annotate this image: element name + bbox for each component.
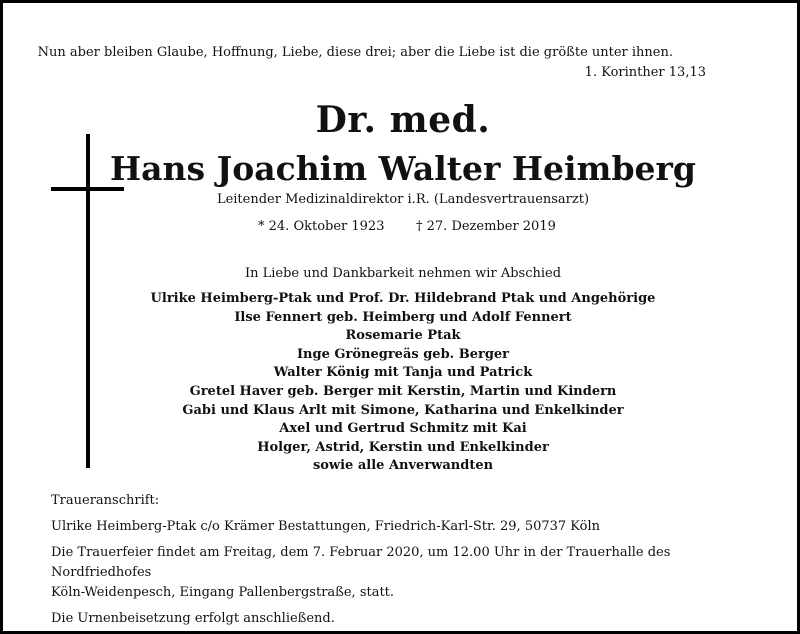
- mourner-line: Gretel Haver geb. Berger mit Kerstin, Martin und Kindern: [189, 383, 617, 399]
- mourner-line: Axel und Gertrud Schmitz mit Kai: [279, 421, 527, 437]
- death-date: † 27. Dezember 2019: [416, 219, 556, 234]
- ceremony-line-1: Die Trauerfeier findet am Freitag, dem 7. Februar 2020, um 12.00 Uhr in der Trauerhalle des Nordfriedhofes: [51, 545, 671, 580]
- deceased-position: Leitender Medizinaldirektor i.R. (Landesvertrauensarzt): [216, 192, 590, 207]
- mourner-line: Ulrike Heimberg-Ptak und Prof. Dr. Hildebrand Ptak und Angehörige: [150, 291, 656, 306]
- epigraph-quote: Nun aber bleiben Glaube, Hoffnung, Liebe, diese drei; aber die Liebe ist die größte unter ihnen.: [37, 45, 673, 60]
- footer-info: [51, 491, 771, 629]
- urn-burial-note: Die Urnenbeisetzung erfolgt anschließend.: [51, 611, 335, 626]
- mourner-line: Walter König mit Tanja und Patrick: [273, 365, 533, 381]
- mourner-line: Ilse Fennert geb. Heimberg und Adolf Fennert: [234, 309, 572, 325]
- mourner-line: Gabi und Klaus Arlt mit Simone, Katharina und Enkelkinder: [182, 402, 624, 418]
- mourner-line: sowie alle Anverwandten: [312, 458, 494, 474]
- address-label: Traueranschrift:: [51, 493, 160, 508]
- mourner-line: Holger, Astrid, Kerstin und Enkelkinder: [257, 439, 549, 455]
- birth-date: * 24. Oktober 1923: [258, 219, 385, 234]
- mourner-line: Rosemarie Ptak: [345, 328, 461, 344]
- deceased-title: Dr. med.: [315, 99, 491, 141]
- mourners-list: [3, 290, 800, 476]
- address-text: Ulrike Heimberg-Ptak c/o Krämer Bestattungen, Friedrich-Karl-Str. 29, 50737 Köln: [51, 519, 601, 534]
- deceased-name: Hans Joachim Walter Heimberg: [109, 149, 697, 188]
- epigraph-reference: 1. Korinther 13,13: [584, 65, 706, 80]
- farewell-intro: In Liebe und Dankbarkeit nehmen wir Abschied: [244, 266, 562, 281]
- mourner-line: Inge Grönegreäs geb. Berger: [296, 346, 510, 362]
- ceremony-line-2: Köln-Weidenpesch, Eingang Pallenbergstraße, statt.: [51, 585, 395, 600]
